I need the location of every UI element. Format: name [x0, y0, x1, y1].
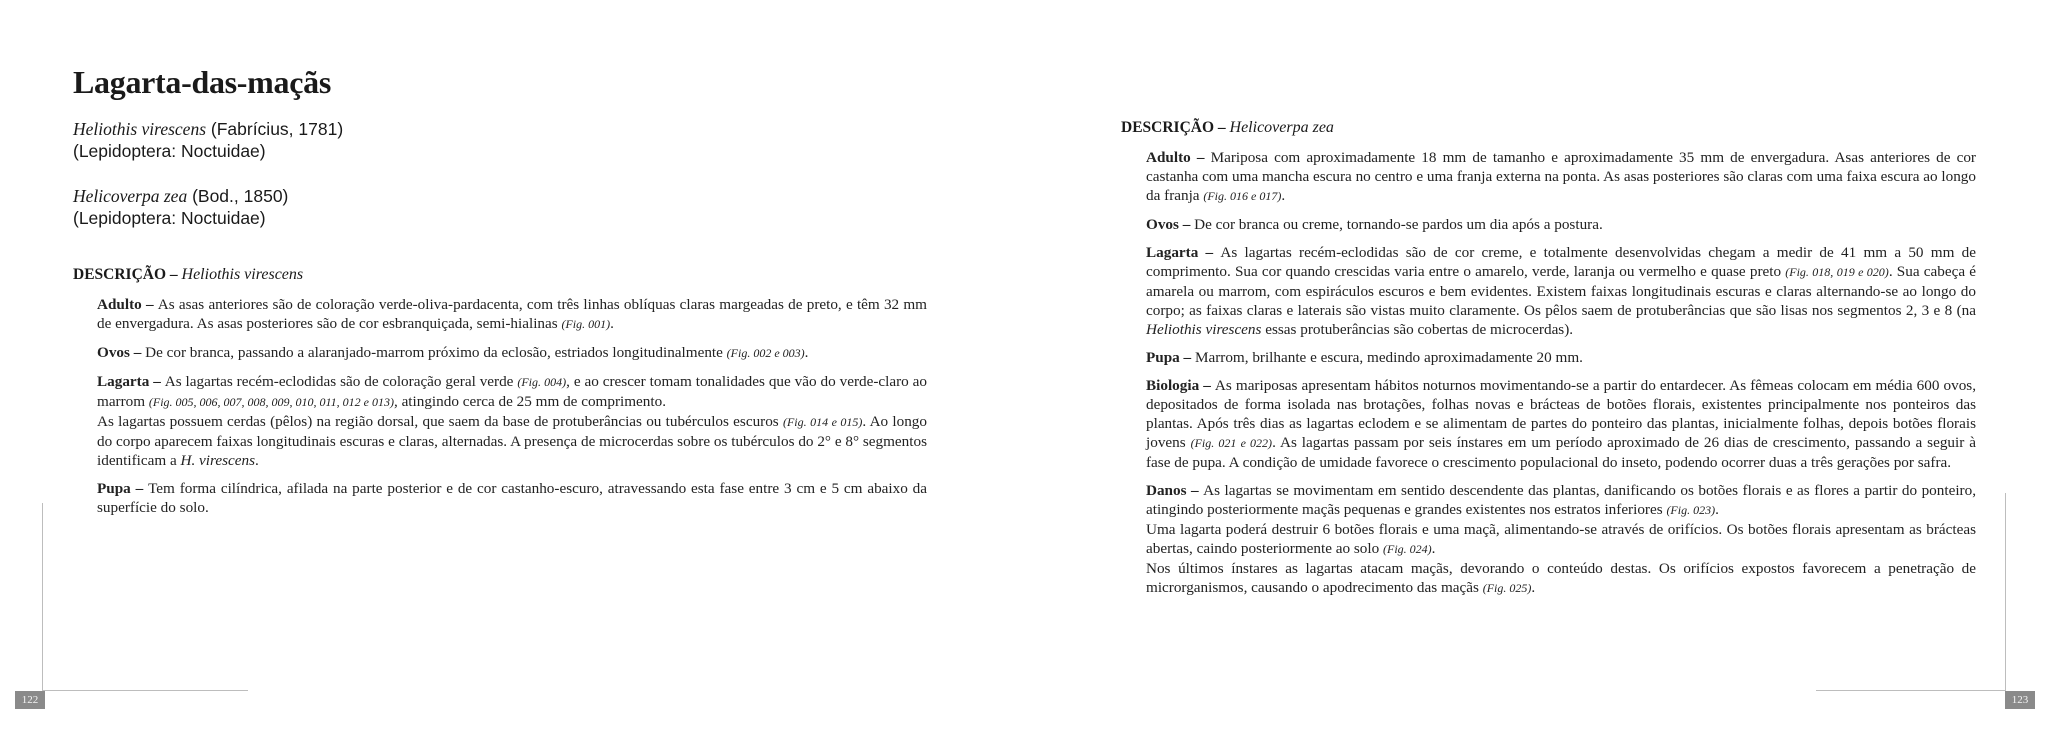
- description-helicoverpa: [1146, 148, 1976, 607]
- label-lagarta: Lagarta –: [1146, 244, 1221, 261]
- section-heading-label: DESCRIÇÃO –: [73, 266, 182, 283]
- text: As lagartas recém-eclodidas são de cor creme, e totalmente desenvolvidas chegam a medir de 41 mm a 50 mm de comprimento. Sua cor quando crescidas varia entre o amarelo, verde, laranja ou vermelho e quase preto: [1146, 244, 1976, 280]
- species-name: H. virescens: [180, 452, 256, 469]
- label-ovos: Ovos –: [97, 344, 146, 361]
- scientific-name: Helicoverpa zea: [73, 186, 188, 206]
- paragraph-ovos: [97, 343, 927, 363]
- text: As asas anteriores são de coloração verde-oliva-pardacenta, com três linhas oblíquas claras margeadas de preto, e têm 32 mm de envergadura. As asas posteriores são de cor esbranquiçada, semi-hialinas: [97, 296, 927, 332]
- taxon-heliothis-name: [73, 118, 343, 140]
- label-lagarta: Lagarta –: [97, 373, 165, 390]
- taxon-order: (Lepidoptera: Noctuidae): [73, 141, 266, 161]
- text: .: [1715, 501, 1719, 518]
- paragraph-pupa: [1146, 348, 1976, 367]
- text: .: [1431, 540, 1436, 557]
- taxon-helicoverpa: [73, 185, 288, 229]
- figure-ref: (Fig. 025): [1482, 581, 1532, 595]
- figure-ref: (Fig. 001): [561, 317, 611, 331]
- page-title: Lagarta-das-maçãs: [73, 64, 331, 100]
- figure-ref: (Fig. 014 e 015): [782, 415, 863, 429]
- label-danos: Danos –: [1146, 482, 1204, 499]
- taxon-heliothis: [73, 118, 343, 162]
- section-heading-species: Helicoverpa zea: [1229, 119, 1334, 136]
- text: . Sua cabeça é amarela ou marrom, com espiráculos escuros e bem evidentes. Existem faixas longitudinais escuras e claras alternando-se ao longo do corpo; as faixas claras e laterais são vistas muito claramente. Os pêlos saem de protuberâncias que são lisas nos segmentos 2, 3 e 8 (na: [1146, 263, 1976, 319]
- text: .: [255, 452, 259, 469]
- page-number: 122: [15, 691, 45, 709]
- section-heading-heliothis: [73, 266, 303, 284]
- description-heliothis: [97, 295, 927, 526]
- section-heading-species: Heliothis virescens: [181, 266, 304, 283]
- figure-ref: (Fig. 024): [1383, 542, 1432, 556]
- text: As lagartas possuem cerdas (pêlos) na região dorsal, que saem da base de protuberâncias ou tubérculos escuros: [97, 413, 783, 430]
- label-pupa: Pupa –: [1146, 349, 1195, 366]
- taxon-author: (Fabrícius, 1781): [206, 119, 344, 139]
- text: . Ao longo do corpo aparecem faixas longitudinais escuras e claras, alternadas. A presença de microcerdas sobre os tubérculos do 2° e 8° segmentos identificam a: [97, 413, 927, 469]
- taxon-helicoverpa-name: [73, 185, 288, 207]
- page-number: 123: [2005, 691, 2035, 709]
- paragraph-ovos: [1146, 215, 1976, 234]
- figure-ref: (Fig. 021 e 022): [1190, 436, 1273, 450]
- paragraph-biologia: [1146, 376, 1976, 472]
- text: Uma lagarta poderá destruir 6 botões florais e uma maçã, alimentando-se através de orifícios. Os botões florais apresentam as brácteas abertas, caindo posteriormente ao solo: [1146, 521, 1976, 557]
- text: essas protuberâncias são cobertas de microcerdas).: [1261, 321, 1574, 338]
- text: .: [610, 315, 614, 332]
- section-heading-helicoverpa: [1121, 119, 1334, 137]
- label-adulto: Adulto –: [97, 296, 158, 313]
- taxon-order: (Lepidoptera: Noctuidae): [73, 208, 266, 228]
- text: .: [1281, 187, 1286, 204]
- taxon-author: (Bod., 1850): [187, 186, 289, 206]
- figure-ref: (Fig. 004): [517, 375, 567, 389]
- text: .: [804, 344, 809, 361]
- crop-mark-horizontal: [1816, 690, 2005, 691]
- crop-mark-horizontal: [42, 690, 248, 691]
- section-heading-label: DESCRIÇÃO –: [1121, 119, 1230, 136]
- label-pupa: Pupa –: [97, 480, 149, 497]
- paragraph-adulto: [1146, 148, 1976, 206]
- paragraph-lagarta: [97, 372, 927, 470]
- paragraph-lagarta: [1146, 243, 1976, 339]
- text: As mariposas apresentam hábitos noturnos movimentando-se a partir do entardecer. As fêmeas colocam em média 600 ovos, depositados de forma isolada nas brotações, folhas novas e brácteas de botões florais, existentes principalmente nos ponteiros das plantas. Após três dias as lagartas eclodem e se alimentam de partes do ponteiro das plantas, inicialmente folhas, depois botões florais jovens: [1146, 377, 1976, 451]
- label-ovos: Ovos –: [1146, 216, 1195, 233]
- crop-mark-vertical: [2005, 493, 2006, 691]
- text: Mariposa com aproximadamente 18 mm de tamanho e aproximadamente 35 mm de envergadura. Asas anteriores de cor castanha com uma mancha escura no centro e uma franja externa na ponta. As asas posteriores são claras com uma faixa escura ao longo da franja: [1146, 149, 1976, 204]
- paragraph-danos: [1146, 481, 1976, 598]
- figure-ref: (Fig. 018, 019 e 020): [1785, 265, 1889, 279]
- text: Tem forma cilíndrica, afilada na parte posterior e de cor castanho-escuro, atravessando esta fase entre 3 cm e 5 cm abaixo da superfície do solo.: [97, 480, 928, 516]
- figure-ref: (Fig. 002 e 003): [726, 346, 805, 360]
- text: As lagartas recém-eclodidas são de coloração geral verde: [164, 373, 518, 390]
- label-adulto: Adulto –: [1146, 149, 1211, 166]
- text: De cor branca, passando a alaranjado-marrom próximo da eclosão, estriados longitudinalmente: [145, 344, 727, 361]
- text: .: [1531, 579, 1536, 596]
- species-name: Heliothis virescens: [1146, 321, 1262, 338]
- label-biologia: Biologia –: [1146, 377, 1215, 394]
- scientific-name: Heliothis virescens: [73, 119, 207, 139]
- paragraph-adulto: [97, 295, 927, 334]
- text: , atingindo cerca de 25 mm de comprimento.: [393, 393, 666, 410]
- text: Nos últimos ínstares as lagartas atacam maçãs, devorando o conteúdo destas. Os orifícios expostos favorecem a penetração de microrganismos, causando o apodrecimento das maçãs: [1146, 560, 1976, 596]
- text: De cor branca ou creme, tornando-se pardos um dia após a postura.: [1194, 216, 1603, 233]
- crop-mark-vertical: [42, 503, 43, 691]
- text: Marrom, brilhante e escura, medindo aproximadamente 20 mm.: [1194, 349, 1583, 366]
- figure-ref: (Fig. 023): [1666, 503, 1716, 517]
- paragraph-pupa: [97, 479, 927, 517]
- figure-ref: (Fig. 005, 006, 007, 008, 009, 010, 011, 012 e 013): [148, 395, 394, 409]
- text: . As lagartas passam por seis ínstares em um período aproximado de 26 dias de crescimento, passando a seguir à fase de pupa. A condição de umidade favorece o crescimento populacional do inseto, podendo ocorrer duas a três gerações por safra.: [1146, 434, 1976, 471]
- text: As lagartas se movimentam em sentido descendente das plantas, danificando os botões florais e as flores a partir do ponteiro, atingindo posteriormente maçãs pequenas e grandes existentes nos estratos inferiores: [1146, 482, 1977, 518]
- figure-ref: (Fig. 016 e 017): [1203, 189, 1282, 203]
- text: , e ao crescer tomam tonalidades que vão do verde-claro ao marrom: [97, 373, 927, 410]
